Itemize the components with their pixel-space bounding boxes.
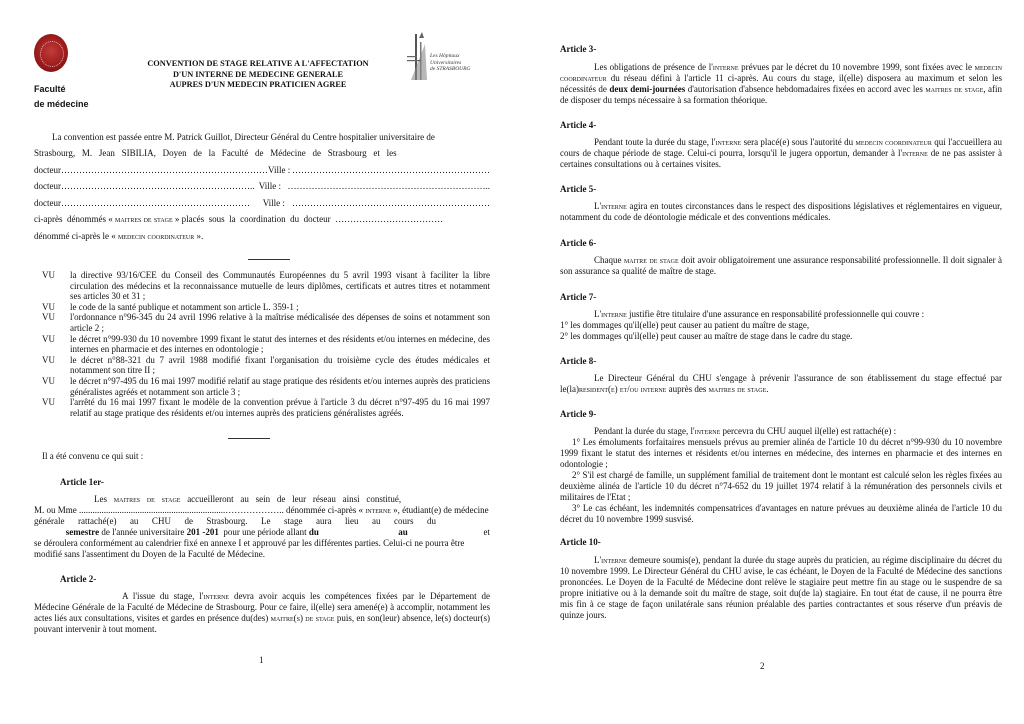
page-number: 1: [259, 655, 264, 665]
ville-label: Ville :: [268, 164, 291, 175]
article-7-body: [560, 309, 1002, 342]
a8-text: auprès des: [668, 384, 707, 394]
a1-year-field[interactable]: 201 -201: [186, 527, 219, 537]
a9-item: 2° S'il est chargé de famille, un supplément familial de traitement dont le montant est calculé selon les règles fixées au deuxième alinéa de l'article 10 du décret n°74-652 du 19 juillet 1974 relatif à la rémunération des personnels civils et militaires de l'Etat ;: [560, 470, 1002, 502]
a7-item: 2° les dommages qu'il(elle) peut causer au maître de stage dans le cadre du stage.: [560, 331, 853, 341]
a3-text: prévues par le décret du 10 novembre 1999, sont fixées avec le: [741, 62, 972, 72]
a7-intro: [560, 309, 1002, 320]
article-10-body: [560, 555, 1002, 621]
article-1-line-5: se déroulera conformément au calendrier fixé en annexe I et approuvé par les différentes parties. Celui-ci ne pourra être modifié sans l'assentiment du Doyen de la Faculté de Médecine.: [34, 538, 465, 559]
docteur-row: [34, 178, 490, 195]
vu-item: [42, 376, 490, 397]
a2-sc: maitre(s) de stage: [270, 613, 335, 623]
a1-text: Les: [94, 494, 107, 504]
article-4-body: [560, 137, 1002, 170]
article-10-heading: Article 10-: [560, 537, 601, 547]
faculty-line-1: Faculté: [34, 84, 66, 94]
a6-text: doit avoir obligatoirement une assurance responsabilité professionnelle. Il doit signaler à son assurance sa qualité de maître de stage.: [560, 255, 1002, 276]
article-7-heading: Article 7-: [560, 292, 597, 302]
faculty-seal-logo: [34, 34, 68, 72]
article-8-body: [560, 373, 1002, 395]
article-6-body: [560, 255, 1002, 277]
a6-sc: maitre de stage: [623, 255, 679, 265]
a5-text: L': [594, 201, 602, 211]
a1-sc: maitres de stage: [113, 494, 181, 504]
a8-sc: maitres de stage: [708, 384, 767, 394]
a5-text: agira en toutes circonstances dans le respect des dispositions législatives et réglementaires en vigueur, notamment du code de déontologie médicale et des conventions médicales.: [560, 201, 1003, 222]
article-9-heading: Article 9-: [560, 409, 597, 419]
vu-item: [42, 334, 490, 355]
vu-item: [42, 355, 490, 376]
a8-text: Le Directeur Général du CHU s'engage à prévenir l'assurance de son établissement du stage effectué par le(la): [560, 373, 1002, 394]
article-5-body: [560, 201, 1002, 223]
intro-line-2: Strasbourg, M. Jean SIBILIA, Doyen de la Faculté de Médecine de Strasbourg et les: [34, 148, 397, 158]
vu-text: le décret n°99-930 du 10 novembre 1999 fixant le statut des internes et des résidents et/ou internes en médecine, des internes en pharmacie et des internes en odontologie ;: [70, 333, 490, 355]
maitres-text-a: ci-après dénommés: [34, 214, 106, 224]
ville-label: Ville :: [262, 197, 285, 208]
intro-paragraph: [52, 129, 490, 146]
coordinateur-line: [34, 228, 490, 245]
hospital-logo-line: Les Hôpitaux: [430, 53, 460, 59]
separator: [228, 438, 270, 439]
faculty-name: [34, 82, 89, 112]
a9-item: 1° Les émoluments forfaitaires mensuels prévus au premier alinéa de l'article 10 du décret n°99-930 du 10 novembre 1999 fixant le statut des internes et résidents et/ou internes en médecine, des internes en pharmacie et des internes en odontologie ;: [560, 437, 1002, 469]
a6-text: Chaque: [594, 255, 622, 265]
a1-au: au: [398, 527, 408, 537]
article-1-line-4: [34, 527, 490, 538]
a4-text: sera placé(e) sous l'autorité du: [743, 137, 854, 147]
maitres-sc: « maitres de stage »: [108, 214, 180, 224]
vu-text: le code de la santé publique et notamment son article L. 359-1 ;: [70, 301, 299, 312]
article-5-heading: Article 5-: [560, 184, 597, 194]
a9-intro: [560, 426, 1002, 437]
title-line: AUPRES D'UN MEDECIN PRATICIEN AGREE: [169, 80, 347, 89]
page-number: 2: [760, 661, 765, 671]
a2-text: puis, en son(leur) absence, le(s) docteur(s) pouvant intervenir à tout moment.: [34, 613, 490, 634]
a7-item: 1° les dommages qu'il(elle) peut causer au patient du maître de stage,: [560, 320, 810, 330]
a10-text: L': [594, 555, 602, 565]
article-1-body: [34, 494, 490, 560]
vu-key: VU: [42, 397, 55, 408]
a7-text: justifie être titulaire d'une assurance en responsabilité professionnelle qui couvre :: [629, 309, 925, 319]
a8-text: et/ou: [619, 384, 639, 394]
docteur-row: [34, 195, 490, 212]
article-1-line-3: générale rattaché(e) au CHU de Strasbourg. Le stage aura lieu au cours du: [34, 516, 436, 526]
hospital-logo-line: de STRASBOURG: [430, 66, 471, 72]
a4-sc: interne: [715, 137, 742, 147]
a3-text: d'autorisation d'absence hebdomadaires fixées en accord avec les: [687, 84, 923, 94]
coord-sc: « medecin coordinateur ».: [111, 230, 204, 241]
a3-text: , afin de disposer du temps nécessaire à sa formation théorique.: [560, 84, 1003, 105]
vu-text: le décret n°97-495 du 16 mai 1997 modifié relatif au stage pratique des résidents et/ou internes auprès des praticiens généralistes agréés et notamment son article 3 ;: [70, 375, 490, 397]
maitres-line: [34, 211, 490, 228]
a2-sc: interne: [203, 591, 230, 601]
a5-sc: interne: [601, 201, 627, 211]
a3-text: du réseau défini à l'article 11 ci-après. Au cours du stage, il(elle) disposera au maximum et selon les nécessités de: [560, 73, 1003, 94]
article-1-line-1: [34, 494, 490, 505]
a8-sc: interne: [640, 384, 667, 394]
page-2: [512, 0, 1024, 724]
vu-key: VU: [42, 312, 55, 323]
coord-text: dénommé ci-après le: [34, 230, 109, 241]
vu-text: l'arrêté du 16 mai 1997 fixant le modèle de la convention prévue à l'article 3 du décret n°97-495 du 16 mai 1997 relatif au stage pratique des résidents et/ou internes auprès des praticiens généralistes agréés.: [70, 397, 490, 418]
a3-sc: interne: [712, 62, 739, 72]
a1-text: pour une période allant: [223, 527, 307, 537]
a2-text: devra avoir acquis les compétences fixées par le Département de Médecine Générale de la Faculté de Médecine de Strasbourg. Pour ce faire, il(elle) sera amené(e) à accomplir, notamment les actes liés aux consultations, visites et gardes en présence du(des): [34, 591, 490, 623]
vu-list: [42, 270, 490, 418]
a1-du: du: [308, 527, 319, 537]
vu-key: VU: [42, 301, 55, 312]
vu-text: la directive 93/16/CEE du Conseil des Communautés Européennes du 5 avril 1993 visant à faciliter la libre circulation des médecins et la reconnaissance mutuelle de leurs diplômes, certificats et autres titres et notamment ses articles 30 et 31 ;: [70, 270, 490, 302]
a1-text: accueilleront au sein de leur réseau ainsi constitué,: [187, 494, 402, 504]
article-3-body: [560, 62, 1002, 106]
a3-text: Les obligations de présence de l': [594, 62, 713, 72]
article-2-heading: Article 2-: [60, 574, 97, 584]
a4-text: Pendant toute la durée du stage, l': [594, 137, 716, 147]
docteur-field[interactable]: docteur………………………………………………………: [34, 197, 250, 208]
article-8-heading: Article 8-: [560, 356, 597, 366]
a1-text: de l'année universitaire: [101, 527, 185, 537]
article-1-line-2: [34, 505, 490, 516]
vu-item: [42, 270, 490, 302]
intro-line-1: La convention est passée entre M. Patrick Guillot, Directeur Général du Centre hospitalier universitaire de: [52, 132, 435, 142]
vu-key: VU: [42, 270, 55, 280]
a10-sc: interne: [601, 555, 627, 565]
intro-body: [34, 145, 490, 244]
a9-text: percevra du CHU auquel il(elle) est rattaché(e) :: [722, 426, 897, 436]
ville-field[interactable]: …………………………………………………………: [292, 197, 490, 208]
a1-text: », étudiant(e) de médecine: [393, 505, 489, 515]
a8-text: .: [766, 384, 769, 394]
vu-key: VU: [42, 333, 55, 344]
vu-item: [42, 302, 490, 313]
ville-field[interactable]: …………………………………………………………..: [287, 181, 490, 191]
docteur-field[interactable]: docteur………………………………………………………..: [34, 181, 255, 191]
article-9-body: [560, 426, 1002, 525]
a2-text: A l'issue du stage, l': [122, 591, 204, 601]
a1-sc: interne: [365, 505, 391, 515]
a3-bold: deux demi-journées: [609, 84, 686, 94]
title-line: D'UN INTERNE DE MEDECINE GENERALE: [172, 69, 344, 79]
a1-semestre: semestre: [65, 527, 100, 537]
article-4-heading: Article 4-: [560, 120, 597, 130]
ville-label: Ville :: [258, 181, 281, 191]
document-title: [128, 59, 388, 91]
a4-text: qui l'accueillera au cours de chaque période de stage. Celui-ci pourra, lorsqu'il le jugera opportun, demander à l': [560, 137, 1003, 158]
a9-text: Pendant la durée du stage, l': [594, 426, 695, 436]
article-6-heading: Article 6-: [560, 238, 597, 248]
a9-sc: interne: [694, 426, 721, 436]
a4-sc: interne: [902, 148, 928, 158]
a4-sc: medecin coordinateur: [855, 137, 932, 147]
vu-item: [42, 312, 490, 333]
a3-sc: medecin coordinateur: [560, 62, 1002, 83]
vu-key: VU: [42, 354, 55, 365]
a7-text: L': [594, 309, 602, 319]
a10-text: demeure soumis(e), pendant la durée du stage auprès du praticien, au régime disciplinaire du décret du 10 novembre 1999. Le Directeur Général du CHU avise, le cas échéant, le Doyen de la Faculté de Médecine des sanctions prononcées. Le Doyen de la Faculté de Médecine dont relève le stagiaire peut mettre fin au stage ou le suspendre de sa propre initiative ou à la demande soit du maître de stage, soit du(de la) stagiaire. En tout état de cause, il ne pourra être mis fin à ce stage de façon unilatérale sans réunion préalable des parties contractantes et sous réserve d'un préavis de quinze jours.: [560, 555, 1002, 620]
article-1-heading: Article 1er-: [60, 477, 104, 487]
vu-key: VU: [42, 375, 55, 386]
vu-item: [42, 397, 490, 418]
a1-et: et: [483, 527, 490, 537]
docteur-field[interactable]: docteur……………………………………………………………: [34, 164, 268, 175]
agreed-text: Il a été convenu ce qui suit :: [42, 451, 144, 461]
a3-sc: maitres de stage: [925, 84, 984, 94]
ville-field[interactable]: …………………………………………………………: [292, 164, 490, 175]
hospital-logo-text: [430, 53, 490, 73]
a8-sc: resident(e): [578, 384, 618, 394]
hospital-logo-line: Universitaires: [430, 59, 462, 66]
faculty-line-2: de médecine: [34, 99, 89, 109]
article-2-body: [34, 591, 490, 635]
maitres-text-b[interactable]: placés sous la coordination du docteur ………………………………: [181, 214, 444, 224]
title-line: CONVENTION DE STAGE RELATIVE A L'AFFECTATION: [147, 59, 369, 68]
docteur-row: [34, 162, 490, 179]
a7-sc: interne: [601, 309, 627, 319]
a4-text: de ne pas assister à certaines consultations ou à certaines visites.: [560, 148, 1002, 169]
a1-name-field[interactable]: M. ou Mme .................................................................……………….. dénommée ci-après «: [34, 505, 363, 515]
a9-item: 3° Le cas échéant, les indemnités compensatrices d'avantages en nature prévues au deuxième alinéa de l'article 10 du décret du 10 novembre 1999 susvisé.: [560, 503, 1002, 524]
vu-text: l'ordonnance n°96-345 du 24 avril 1996 relative à la maîtrise médicalisée des dépenses de soins et notamment son article 2 ;: [70, 312, 490, 333]
vu-text: le décret n°88-321 du 7 avril 1988 modifié fixant l'organisation du troisième cycle des études médicales et notamment son titre II ;: [70, 354, 490, 376]
article-3-heading: Article 3-: [560, 44, 597, 54]
separator: [248, 259, 290, 260]
